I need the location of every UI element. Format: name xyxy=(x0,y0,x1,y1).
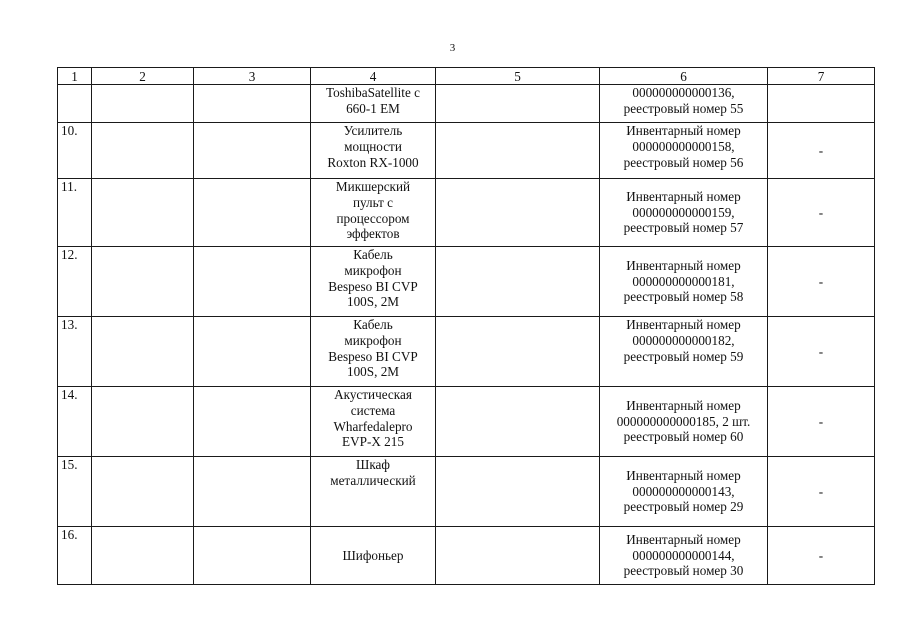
text-line: 000000000000181, xyxy=(632,273,735,289)
text-line: реестровый номер 56 xyxy=(623,154,744,170)
text-line: Акустическая xyxy=(334,387,412,402)
col2-cell xyxy=(92,527,194,585)
header-row xyxy=(58,68,875,85)
text-line: реестровый номер 29 xyxy=(623,499,744,515)
item-name xyxy=(311,179,436,247)
text-line: Инвентарный номер xyxy=(626,188,741,204)
item-details xyxy=(600,527,768,585)
item-name xyxy=(311,85,436,123)
text-line: Инвентарный номер xyxy=(626,467,741,483)
text-line: Кабель xyxy=(353,247,393,262)
text-line: Инвентарный номер xyxy=(626,257,741,273)
text-line: 000000000000158, xyxy=(632,138,735,154)
item-name xyxy=(311,247,436,317)
item-name xyxy=(311,527,436,585)
col7-cell: - xyxy=(768,123,875,179)
inventory-table xyxy=(57,67,875,585)
col5-cell xyxy=(436,85,600,123)
text-line: ToshibaSatellite c xyxy=(326,85,420,100)
table-row xyxy=(58,387,875,457)
item-details xyxy=(600,247,768,317)
col5-cell xyxy=(436,457,600,527)
col2-cell xyxy=(92,387,194,457)
col3-cell xyxy=(194,179,311,247)
col5-cell xyxy=(436,527,600,585)
item-details xyxy=(600,457,768,527)
table-row xyxy=(58,317,875,387)
text-line: Микшерский xyxy=(335,179,411,194)
text-line: пульт с xyxy=(352,194,394,210)
text-line: Инвентарный номер xyxy=(626,123,741,138)
col5-cell xyxy=(436,317,600,387)
text-line: Шкаф xyxy=(356,457,390,472)
row-number: 10. xyxy=(58,123,92,179)
table-row xyxy=(58,247,875,317)
text-line: 660-1 EM xyxy=(346,100,400,116)
header-cell: 5 xyxy=(436,68,600,85)
item-details xyxy=(600,123,768,179)
table-row xyxy=(58,527,875,585)
item-name xyxy=(311,387,436,457)
text-line: мощности xyxy=(344,138,402,154)
header-cell: 7 xyxy=(768,68,875,85)
item-details xyxy=(600,179,768,247)
table-row xyxy=(58,123,875,179)
row-number: 14. xyxy=(58,387,92,457)
text-line: процессором xyxy=(336,210,410,226)
col7-cell: - xyxy=(768,179,875,247)
text-line: 100S, 2M xyxy=(346,294,400,310)
text-line: реестровый номер 30 xyxy=(623,563,744,579)
text-line: Кабель xyxy=(353,317,393,332)
col2-cell xyxy=(92,247,194,317)
item-name xyxy=(311,457,436,527)
item-details xyxy=(600,85,768,123)
col3-cell xyxy=(194,387,311,457)
item-details xyxy=(600,317,768,387)
col2-cell xyxy=(92,85,194,123)
col5-cell xyxy=(436,387,600,457)
text-line: металлический xyxy=(330,472,416,488)
text-line: Усилитель xyxy=(343,123,403,138)
col7-cell: - xyxy=(768,387,875,457)
header-cell: 2 xyxy=(92,68,194,85)
text-line: 000000000000159, xyxy=(632,204,735,220)
col3-cell xyxy=(194,123,311,179)
col3-cell xyxy=(194,527,311,585)
table-row xyxy=(58,85,875,123)
col3-cell xyxy=(194,85,311,123)
text-line: микрофон xyxy=(344,332,402,348)
text-line: Инвентарный номер xyxy=(626,531,741,547)
text-line: Roxton RX-1000 xyxy=(327,154,419,170)
row-number: 16. xyxy=(58,527,92,585)
row-number: 15. xyxy=(58,457,92,527)
item-name xyxy=(311,123,436,179)
table-row xyxy=(58,457,875,527)
text-line: 000000000000136, xyxy=(632,85,735,100)
text-line: система xyxy=(350,402,396,418)
text-line: 000000000000185, 2 шт. xyxy=(616,413,751,429)
col3-cell xyxy=(194,247,311,317)
col3-cell xyxy=(194,457,311,527)
text-line: Wharfedalepro xyxy=(333,418,413,434)
col7-cell: - xyxy=(768,247,875,317)
col5-cell xyxy=(436,179,600,247)
row-number: 13. xyxy=(58,317,92,387)
col5-cell xyxy=(436,123,600,179)
text-line: Bespeso BI CVP xyxy=(328,348,418,364)
text-line: реестровый номер 58 xyxy=(623,289,744,305)
row-number xyxy=(58,85,92,123)
header-cell: 1 xyxy=(58,68,92,85)
col2-cell xyxy=(92,179,194,247)
col5-cell xyxy=(436,247,600,317)
text-line: реестровый номер 60 xyxy=(623,429,744,445)
row-number: 12. xyxy=(58,247,92,317)
table-row xyxy=(58,179,875,247)
col2-cell xyxy=(92,457,194,527)
text-line: реестровый номер 57 xyxy=(623,220,744,236)
text-line: Инвентарный номер xyxy=(626,317,741,332)
item-details xyxy=(600,387,768,457)
col7-cell: - xyxy=(768,457,875,527)
text-line: эффектов xyxy=(346,226,400,242)
row-number: 11. xyxy=(58,179,92,247)
col2-cell xyxy=(92,123,194,179)
text-line: реестровый номер 55 xyxy=(623,100,744,116)
text-line: 100S, 2M xyxy=(346,364,400,380)
page-number: 3 xyxy=(449,42,456,54)
header-cell: 3 xyxy=(194,68,311,85)
text-line: Bespeso BI CVP xyxy=(328,278,418,294)
header-cell: 4 xyxy=(311,68,436,85)
text-line: реестровый номер 59 xyxy=(623,348,744,364)
item-name xyxy=(311,317,436,387)
col2-cell xyxy=(92,317,194,387)
text-line: 000000000000144, xyxy=(632,547,735,563)
col7-cell xyxy=(768,85,875,123)
text-line: Инвентарный номер xyxy=(626,397,741,413)
text-line: 000000000000143, xyxy=(632,483,735,499)
col3-cell xyxy=(194,317,311,387)
col7-cell: - xyxy=(768,527,875,585)
col7-cell: - xyxy=(768,317,875,387)
text-line: EVP-X 215 xyxy=(342,434,404,450)
text-line: микрофон xyxy=(344,262,402,278)
header-cell: 6 xyxy=(600,68,768,85)
text-line: 000000000000182, xyxy=(632,332,735,348)
text-line: Шифоньер xyxy=(342,547,404,563)
